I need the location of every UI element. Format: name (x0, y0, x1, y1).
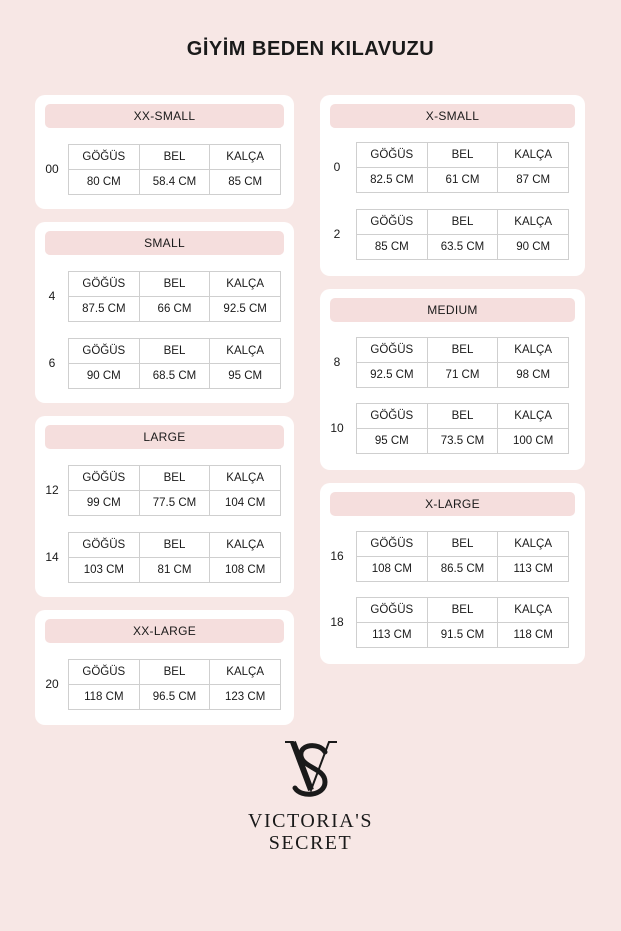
hip-value: 90 CM (498, 235, 569, 260)
size-row (35, 465, 294, 515)
col-hip: KALÇA (498, 210, 569, 235)
waist-value: 63.5 CM (427, 235, 498, 260)
waist-value: 86.5 CM (427, 557, 498, 582)
chest-value: 99 CM (69, 491, 140, 516)
col-waist: BEL (139, 145, 210, 170)
chest-value: 82.5 CM (357, 168, 428, 193)
col-chest: GÖĞÜS (357, 532, 428, 557)
size-row (35, 659, 294, 709)
chest-value: 92.5 CM (357, 363, 428, 388)
col-chest: GÖĞÜS (69, 145, 140, 170)
hip-value: 98 CM (498, 363, 569, 388)
waist-value: 66 CM (139, 297, 210, 322)
size-label: 16 (330, 549, 344, 563)
col-hip: KALÇA (498, 143, 569, 168)
col-chest: GÖĞÜS (69, 466, 140, 491)
waist-value: 68.5 CM (139, 364, 210, 389)
col-hip: KALÇA (210, 145, 281, 170)
col-hip: KALÇA (210, 339, 281, 364)
hip-value: 85 CM (210, 170, 281, 195)
size-row (320, 142, 585, 192)
col-waist: BEL (427, 598, 498, 623)
size-card-xx-small (35, 95, 294, 209)
col-waist: BEL (427, 404, 498, 429)
col-hip: KALÇA (210, 272, 281, 297)
col-chest: GÖĞÜS (357, 598, 428, 623)
col-chest: GÖĞÜS (357, 338, 428, 363)
col-chest: GÖĞÜS (357, 210, 428, 235)
waist-value: 91.5 CM (427, 623, 498, 648)
col-hip: KALÇA (498, 404, 569, 429)
col-waist: BEL (139, 339, 210, 364)
size-row (35, 144, 294, 194)
size-label: 14 (45, 550, 59, 564)
hip-value: 113 CM (498, 557, 569, 582)
col-waist: BEL (139, 660, 210, 685)
chest-value: 95 CM (357, 429, 428, 454)
brand-name-line1: VICTORIA'S (248, 810, 373, 832)
size-row (35, 338, 294, 388)
size-label: 2 (333, 227, 341, 241)
measurement-table (356, 209, 569, 260)
size-row (320, 403, 585, 453)
size-label: 8 (333, 355, 341, 369)
waist-value: 61 CM (427, 168, 498, 193)
waist-value: 58.4 CM (139, 170, 210, 195)
measurement-table (68, 532, 281, 583)
chest-value: 87.5 CM (69, 297, 140, 322)
hip-value: 92.5 CM (210, 297, 281, 322)
measurement-table (356, 531, 569, 582)
waist-value: 73.5 CM (427, 429, 498, 454)
hip-value: 108 CM (210, 558, 281, 583)
size-label: 18 (330, 615, 344, 629)
size-row (35, 532, 294, 582)
brand-logo (0, 738, 621, 854)
measurement-table (68, 659, 281, 710)
hip-value: 118 CM (498, 623, 569, 648)
size-label: 12 (45, 483, 59, 497)
card-header: XX-SMALL (45, 104, 284, 128)
col-hip: KALÇA (498, 598, 569, 623)
col-waist: BEL (139, 533, 210, 558)
chest-value: 85 CM (357, 235, 428, 260)
size-row (320, 209, 585, 259)
size-label: 20 (45, 677, 59, 691)
size-row (320, 337, 585, 387)
col-chest: GÖĞÜS (69, 533, 140, 558)
col-hip: KALÇA (498, 338, 569, 363)
chest-value: 80 CM (69, 170, 140, 195)
col-waist: BEL (427, 210, 498, 235)
col-hip: KALÇA (210, 660, 281, 685)
col-hip: KALÇA (210, 466, 281, 491)
card-header: SMALL (45, 231, 284, 255)
waist-value: 96.5 CM (139, 685, 210, 710)
measurement-table (356, 142, 569, 193)
col-waist: BEL (139, 272, 210, 297)
col-hip: KALÇA (498, 532, 569, 557)
size-label: 6 (48, 356, 56, 370)
measurement-table (356, 403, 569, 454)
waist-value: 81 CM (139, 558, 210, 583)
size-card-small (35, 222, 294, 403)
vs-monogram-icon (281, 738, 341, 802)
card-header: XX-LARGE (45, 619, 284, 643)
card-header: X-LARGE (330, 492, 575, 516)
size-card-x-small (320, 95, 585, 276)
measurement-table (68, 144, 281, 195)
card-header: LARGE (45, 425, 284, 449)
col-chest: GÖĞÜS (357, 143, 428, 168)
size-row (320, 531, 585, 581)
waist-value: 71 CM (427, 363, 498, 388)
chest-value: 108 CM (357, 557, 428, 582)
col-hip: KALÇA (210, 533, 281, 558)
measurement-table (68, 465, 281, 516)
col-chest: GÖĞÜS (69, 660, 140, 685)
col-waist: BEL (139, 466, 210, 491)
size-card-large (35, 416, 294, 597)
col-chest: GÖĞÜS (69, 272, 140, 297)
col-waist: BEL (427, 532, 498, 557)
size-card-xx-large (35, 610, 294, 725)
hip-value: 95 CM (210, 364, 281, 389)
measurement-table (356, 337, 569, 388)
col-chest: GÖĞÜS (357, 404, 428, 429)
size-label: 4 (48, 289, 56, 303)
col-chest: GÖĞÜS (69, 339, 140, 364)
chest-value: 103 CM (69, 558, 140, 583)
size-row (35, 271, 294, 321)
size-label: 10 (330, 421, 344, 435)
hip-value: 87 CM (498, 168, 569, 193)
size-row (320, 597, 585, 647)
size-label: 00 (45, 162, 59, 176)
page-title: GİYİM BEDEN KILAVUZU (186, 38, 435, 60)
chest-value: 90 CM (69, 364, 140, 389)
card-header: X-SMALL (330, 104, 575, 128)
chest-value: 113 CM (357, 623, 428, 648)
size-label: 0 (333, 160, 341, 174)
hip-value: 100 CM (498, 429, 569, 454)
card-header: MEDIUM (330, 298, 575, 322)
hip-value: 123 CM (210, 685, 281, 710)
chest-value: 118 CM (69, 685, 140, 710)
size-card-x-large (320, 483, 585, 664)
col-waist: BEL (427, 338, 498, 363)
measurement-table (68, 338, 281, 389)
measurement-table (68, 271, 281, 322)
measurement-table (356, 597, 569, 648)
col-waist: BEL (427, 143, 498, 168)
brand-name-line2: SECRET (268, 832, 353, 854)
size-card-medium (320, 289, 585, 470)
hip-value: 104 CM (210, 491, 281, 516)
waist-value: 77.5 CM (139, 491, 210, 516)
